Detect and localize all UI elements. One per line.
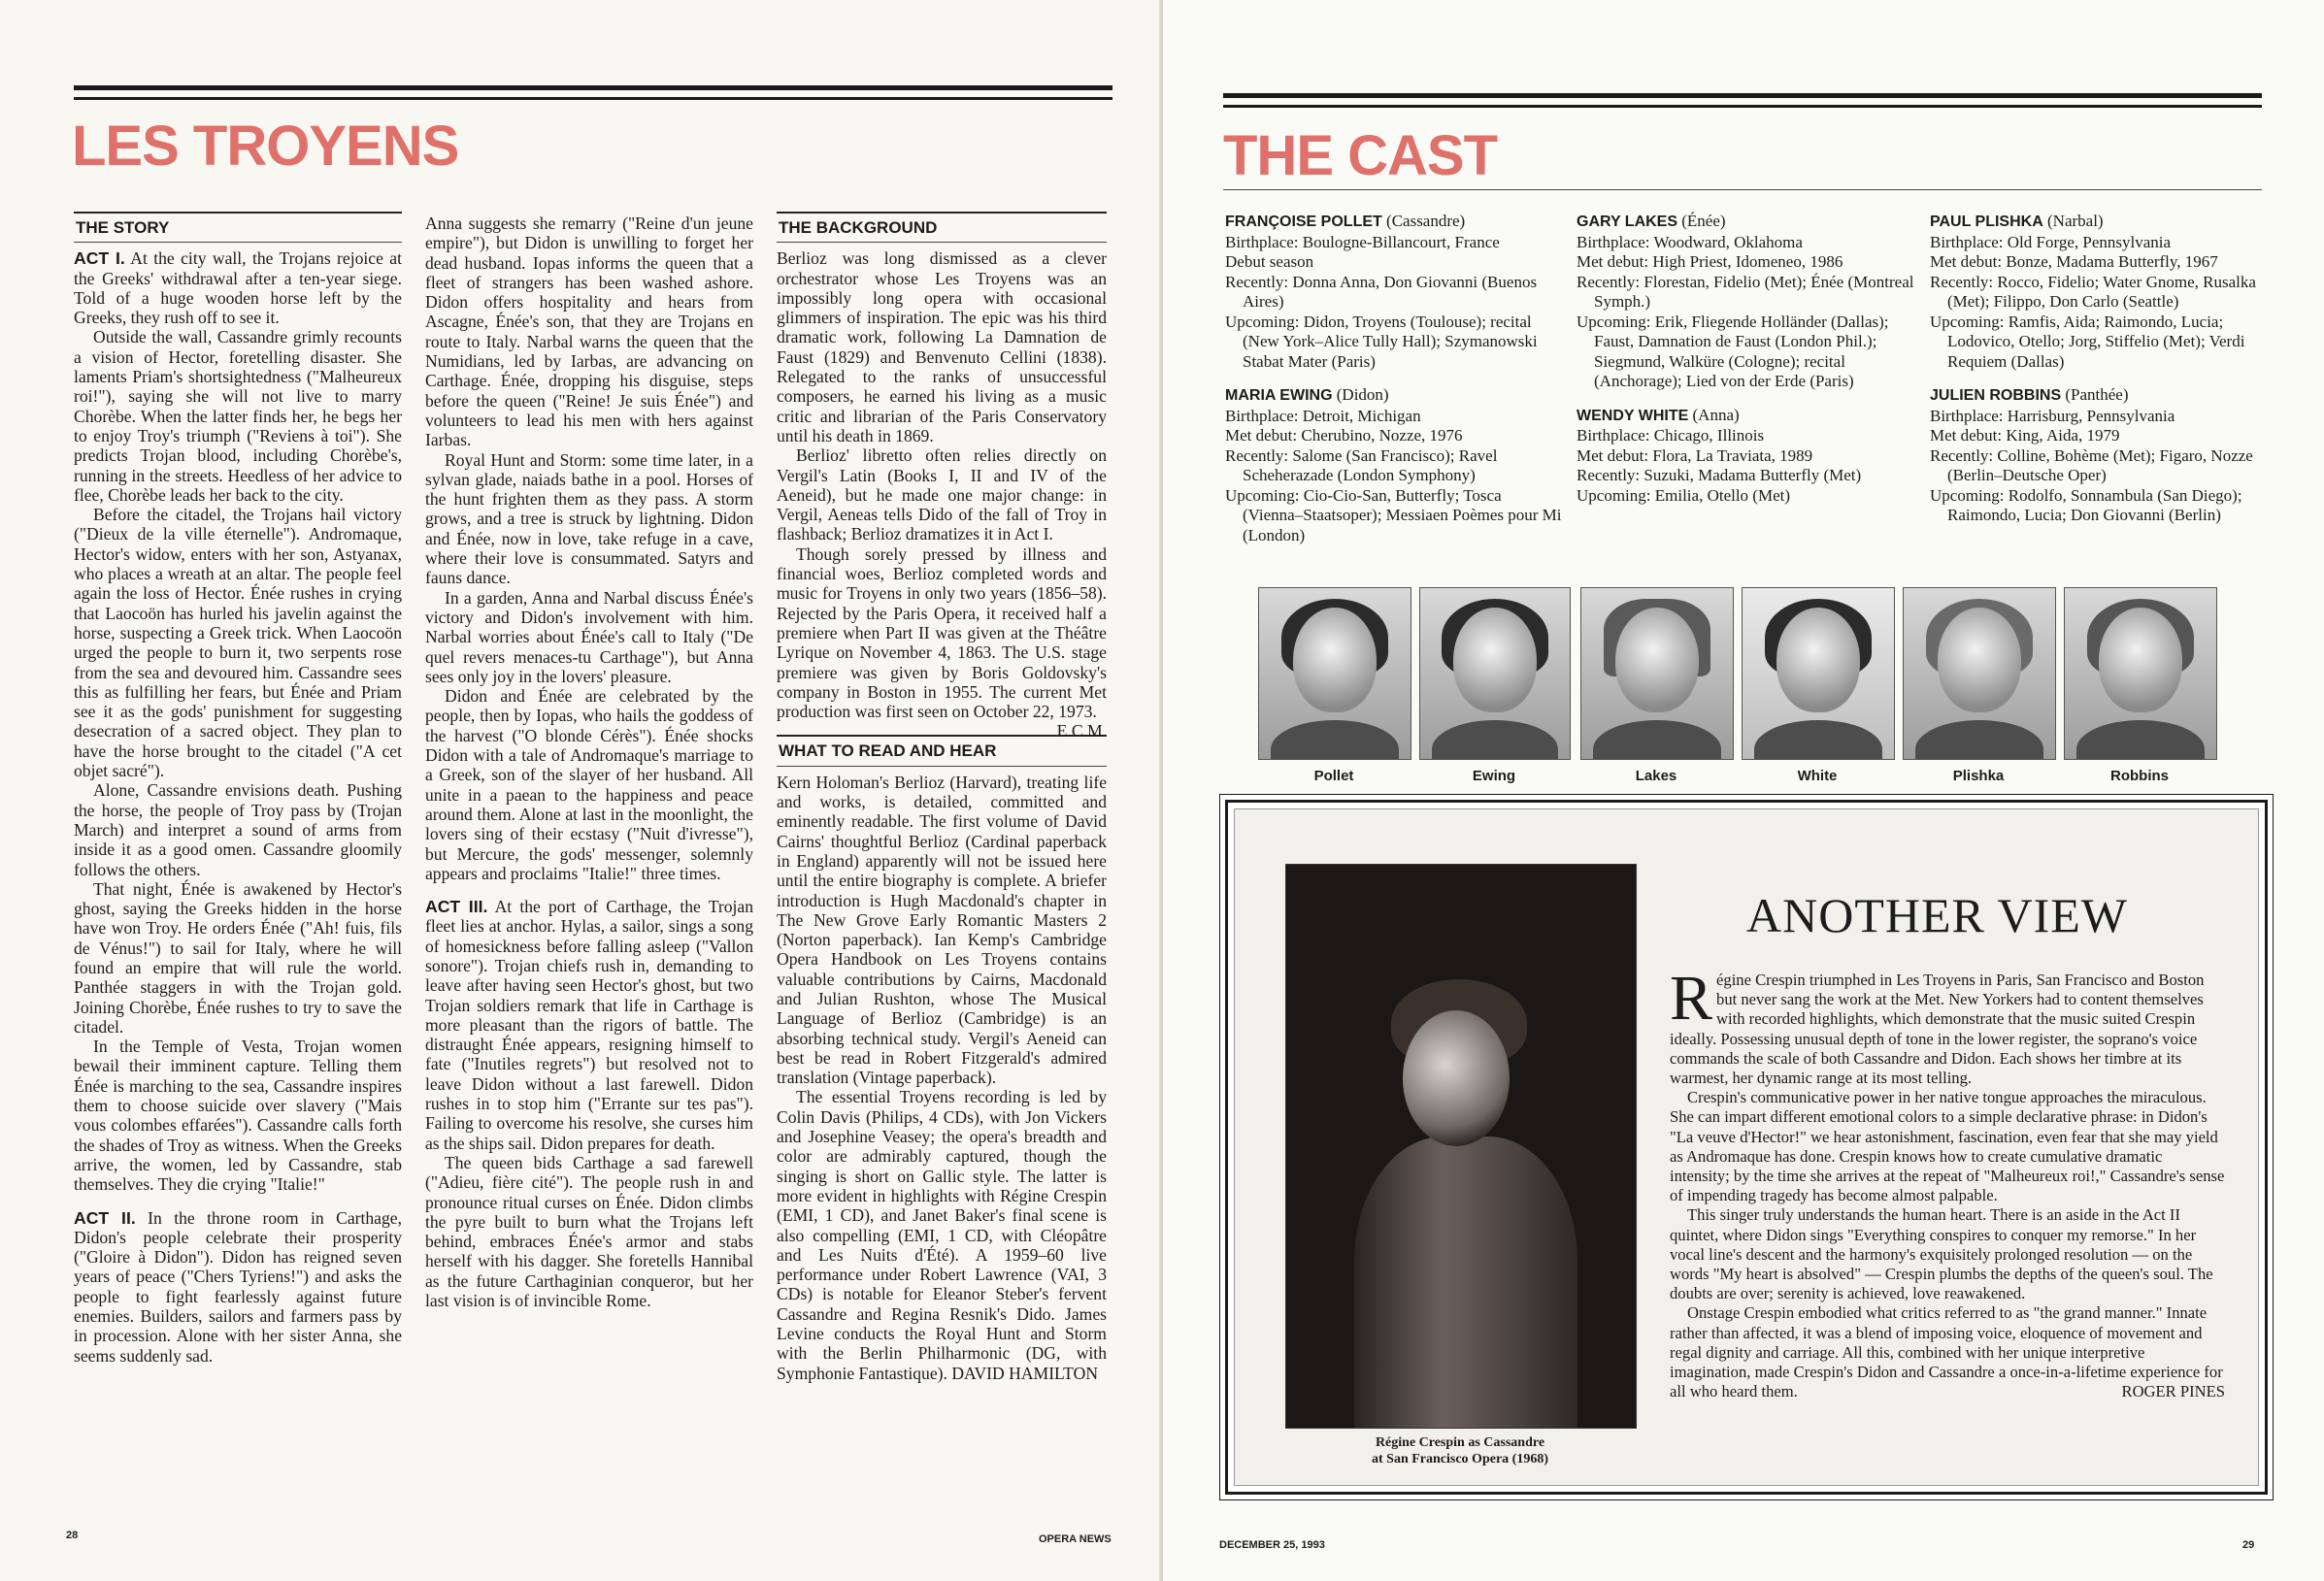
cast-line: Met debut: Bonze, Madama Butterfly, 1967: [1930, 252, 2218, 271]
photo-lakes: [1580, 587, 1734, 760]
photo-label: Pollet: [1313, 768, 1354, 784]
cast-role: (Panthée): [2061, 385, 2129, 404]
photo-pollet: [1258, 587, 1411, 760]
another-view-text: Onstage Crespin embodied what critics referred to as "the grand manner." Innate rather than affected, it was a blend of imposing voice, eloquence of movement and regal dignity and carriage. All this, combined with her unique interpretive imagination, made Crespin's Didon and Cassandre a once-in-a-lifetime experience for all who heard them.: [1670, 1303, 2223, 1401]
cast-line: Met debut: King, Aida, 1979: [1930, 426, 2120, 445]
cast-name: JULIEN ROBBINS: [1930, 387, 2062, 404]
act3-paragraph: [425, 897, 753, 1153]
photo-label: Robbins: [2110, 768, 2169, 784]
cast-name: MARIA EWING: [1225, 387, 1333, 404]
cast-line: Upcoming: Rodolfo, Sonnambula (San Diego); Raimondo, Lucia; Don Giovanni (Berlin): [1930, 485, 2242, 524]
cast-name: PAUL PLISHKA: [1930, 214, 2043, 230]
photo-white: [1742, 587, 1895, 760]
cast-line: Birthplace: Old Forge, Pennsylvania: [1930, 232, 2172, 251]
cast-entry-plishka: [1930, 212, 2270, 372]
cast-entry-robbins: [1930, 385, 2270, 526]
page-title: LES TROYENS: [72, 115, 459, 178]
another-view-paragraph: This singer truly understands the human heart. There is an aside in the Act II quintet, where Didon sings "Everything conspires to conquer my remorse." In her vocal line's descent and the harmony's exquisitely prolonged resolution — on the words "My heart is absolved" — Crespin plumbs the depths of the queen's soul. The doubts are over; serenity is achieved, love reawakened.: [1670, 1205, 2213, 1303]
read-hear-heading: WHAT TO READ AND HEAR: [777, 735, 1107, 766]
photo-label: Ewing: [1472, 768, 1516, 784]
signature: DAVID HAMILTON: [951, 1363, 1099, 1383]
act2-paragraph: [74, 1208, 402, 1366]
cast-entry-lakes: [1577, 212, 1916, 392]
cast-role: (Didon): [1332, 385, 1389, 404]
cast-column-3: [1930, 212, 2270, 540]
magazine-name: OPERA NEWS: [1039, 1533, 1112, 1545]
another-view-paragraph: [1670, 963, 2225, 1088]
background-paragraph: [777, 543, 1107, 741]
story-paragraph: Royal Hunt and Storm: some time later, in a sylvan glade, naiads bathe in a pool. Horses of the hunt frighten them as they pass. A storm grows, and a tree is struck by lightning. Didon and Énée, now in love, take refuge in a cave, where their love is consummated. Satyrs and fauns dance.: [425, 449, 753, 588]
page-title: THE CAST: [1223, 124, 1497, 187]
cast-line: Birthplace: Detroit, Michigan: [1225, 406, 1421, 425]
cast-line: Met debut: Flora, La Traviata, 1989: [1577, 445, 1813, 465]
act2-text: In the throne room in Carthage, Didon's people celebrate their prosperity ("Gloire à Didon"). Didon has reigned seven years of peace ("Chers Tyriens!") and asks the people to fight fearlessly against future enemies. Builders, sailors and farmers pass by in procession. Alone with her sister Anna, she seems suddenly sad.: [74, 1207, 402, 1366]
act3-text: At the port of Carthage, the Trojan fleet lies at anchor. Hylas, a sailor, sings a song of homesickness before falling asleep ("Vallon sonore"). Trojan chiefs rush in, demanding to leave after having seen Hector's ghost, but two Trojan soldiers remark that life in Carthage is more pleasant than the rigors of battle. The distraught Énée appears, resigning himself to fate ("Inutiles regrets") but resolved not to leave Didon without a last farewell. Didon rushes in to stop him ("Errante sur tes pas"). Failing to overcome his resolve, she curses him as the ships sail. Didon prepares for death.: [425, 897, 753, 1153]
top-rule: [1223, 93, 2262, 98]
cast-entry-pollet: [1225, 212, 1563, 372]
act1-paragraph: [74, 248, 402, 327]
left-page: [0, 0, 1161, 1581]
cast-line: Birthplace: Woodward, Oklahoma: [1577, 232, 1803, 251]
cast-line: Recently: Rocco, Fidelio; Water Gnome, Rusalka (Met); Filippo, Don Carlo (Seattle): [1930, 272, 2256, 311]
cast-line: Recently: Colline, Bohème (Met); Figaro, Nozze (Berlin–Deutsche Oper): [1930, 445, 2253, 484]
another-view-box: [1225, 800, 2268, 1495]
cast-role: (Cassandre): [1381, 212, 1466, 230]
signature: ROGER PINES: [2121, 1382, 2225, 1401]
story-paragraph: Outside the wall, Cassandre grimly recounts a vision of Hector, foretelling disaster. She laments Priam's shortsightedness ("Malheureux roi!"), saying she will not live to marry Chorèbe. When the latter finds her, he begs her to enjoy Troy's triumph ("Reviens à toi"). She predicts Trojan blood, including Chorèbe's, running in the streets. Heedless of her advice to flee, Chorèbe leads her back to the city.: [74, 327, 402, 505]
photo-robbins: [2064, 587, 2217, 760]
crespin-photo: [1285, 864, 1637, 1429]
story-paragraph: In the Temple of Vesta, Trojan women bewail their imminent capture. Telling them Énée is marching to the sea, Cassandre inspires them to choose suicide over slavery ("Mais vous colombes effarées"). Cassandre calls forth the shades of Troy as witness. When the Greeks arrive, the women, led by Cassandre, stab themselves. They die crying "Italie!": [74, 1037, 402, 1195]
cast-line: Debut season: [1225, 252, 1314, 271]
cast-line: Birthplace: Boulogne-Billancourt, France: [1225, 232, 1500, 251]
page-number: 28: [66, 1530, 79, 1541]
story-heading: THE STORY: [74, 212, 402, 243]
caption-line: at San Francisco Opera (1968): [1372, 1452, 1548, 1466]
background-column: [777, 212, 1107, 1383]
another-view-body: [1670, 963, 2225, 1401]
story-paragraph: That night, Énée is awakened by Hector's ghost, saying the Greeks hidden in the horse have won Troy. He orders Énée ("Ah! fuis, fils de Vénus!") to sail for Italy, where he will found an empire that will rule the world. Panthée staggers in with the Trojan gold. Joining Chorèbe, Énée rushes to try to save the citadel.: [74, 878, 402, 1037]
cast-line: Upcoming: Emilia, Otello (Met): [1577, 485, 1791, 505]
photo-caption: [1285, 1434, 1635, 1467]
cast-entry-ewing: [1225, 385, 1563, 545]
another-view-title: ANOTHER VIEW: [1746, 888, 2128, 942]
story-paragraph: Anna suggests she remarry ("Reine d'un jeune empire"), but Didon is unwilling to forget her dead husband. Iopas informs the queen that a fleet of strangers has been washed ashore. Didon offers hospitality and hears from Ascagne, Énée's son, that they are Trojans en route to Italy. Narbal warns the queen that the Numidians, led by Iarbas, are advancing on Carthage. Énée, dropping his disguise, steps before the queen ("Reine! Je suis Énée") and volunteers to lead his men with hers against Iarbas.: [425, 214, 753, 450]
cast-name: WENDY WHITE: [1577, 407, 1689, 424]
act2-label: ACT II.: [74, 1207, 136, 1228]
act1-text: At the city wall, the Trojans rejoice at the Greeks' withdrawal after a ten-year siege. Told of a huge wooden horse left by the Greeks, they rush off to see it.: [74, 248, 403, 328]
title-underline: [1223, 189, 2262, 190]
cast-line: Met debut: High Priest, Idomeneo, 1986: [1577, 252, 1843, 271]
another-view-text: égine Crespin triumphed in Les Troyens in Paris, San Francisco and Boston but never sang the work at the Met. New Yorkers had to content themselves with recorded highlights, which demonstrate that the music suited Crespin ideally. Possessing unusual depth of tone in the lower register, the soprano's voice commands the scale of both Cassandre and Didon. Each shows her timbre at its warmest, her dynamic range at its most telling.: [1670, 971, 2205, 1088]
background-text: Though sorely pressed by illness and financial woes, Berlioz completed words and music for Troyens in only two years (1856–58). Rejected by the Paris Opera, it received half a premiere when Part II was given at the Théâtre Lyrique on November 4, 1863. The U.S. stage premiere was given by Boris Goldovsky's company in Boston in 1955. The current Met production was first seen on October 22, 1973.: [777, 543, 1107, 722]
cast-column-2: [1577, 212, 1916, 519]
another-view-paragraph: [1670, 1303, 2225, 1401]
story-paragraph: Didon and Énée are celebrated by the people, then by Iopas, who hails the goddess of the harvest ("O blonde Cérès"). Énée shocks Didon with a tale of Andromaque's marriage to a Greek, son of the slayer of her husband. All unite in a paean to the happiness and peace around them. Alone at last in the moonlight, the lovers sing of their ecstasy ("Nuit d'ivresse"), but Mercure, the gods' messenger, solemnly appears and proclaims "Italie!" three times.: [425, 686, 753, 883]
background-paragraph: Berlioz was long dismissed as a clever orchestrator whose Les Troyens was an impossibly long opera with occasional glimmers of inspiration. The epic was his third dramatic work, following La Damnation de Faust (1829) and Benvenuto Cellini (1838). Relegated to the ranks of unsuccessful composers, he earned his living as a music critic and librarian of the Paris Conservatory until his death in 1869.: [777, 248, 1107, 445]
cast-line: Recently: Salome (San Francisco); Ravel Scheherazade (London Symphony): [1225, 445, 1498, 484]
photo-label: White: [1797, 768, 1838, 784]
story-paragraph: In a garden, Anna and Narbal discuss Énée's victory and Didon's involvement with him. Narbal worries about Énée's call to Italy ("De quel revers menaces-tu Carthage"), but Anna sees only joy in the lovers' pleasure.: [425, 587, 753, 686]
cast-line: Met debut: Cherubino, Nozze, 1976: [1225, 426, 1463, 445]
photo-label: Plishka: [1952, 768, 2005, 784]
cast-entry-white: [1577, 406, 1916, 507]
cast-line: Upcoming: Erik, Fliegende Holländer (Dallas); Faust, Damnation de Faust (London Phil.); Siegmund, Walküre (Cologne); recital (Anchorage); Lied von der Erde (Paris): [1577, 312, 1889, 390]
story-column-2: [425, 214, 753, 1310]
act1-label: ACT I.: [74, 248, 125, 269]
cast-role: (Narbal): [2042, 212, 2104, 230]
cast-line: Recently: Suzuki, Madama Butterfly (Met): [1577, 466, 1862, 484]
photo-plishka: [1903, 587, 2056, 760]
caption-line: Régine Crespin as Cassandre: [1375, 1435, 1545, 1450]
issue-date: DECEMBER 25, 1993: [1219, 1539, 1325, 1551]
cast-line: Recently: Florestan, Fidelio (Met); Énée (Montreal Symph.): [1577, 272, 1914, 311]
cast-column-1: [1225, 212, 1563, 559]
top-rule: [74, 85, 1112, 90]
cast-line: Upcoming: Didon, Troyens (Toulouse); recital (New York–Alice Tully Hall); Szymanowski Stabat Mater (Paris): [1225, 312, 1538, 371]
photo-ewing: [1419, 587, 1571, 760]
another-view-inner: [1234, 808, 2259, 1486]
story-paragraph: The queen bids Carthage a sad farewell ("Adieu, fière cité"). The people rush in and pronounce ritual curses on Énée. Didon climbs the pyre built to burn what the Trojans left behind, embraces Énée's armor and stabs herself with his dagger. She foretells Hannibal as the future Carthaginian conqueror, but her last vision is of invincible Rome.: [425, 1152, 753, 1311]
cast-line: Birthplace: Chicago, Illinois: [1577, 426, 1765, 445]
background-heading: THE BACKGROUND: [777, 212, 1107, 243]
page-number: 29: [2242, 1539, 2255, 1551]
signature: E.C.M.: [1056, 721, 1107, 741]
cast-role: (Anna): [1688, 405, 1740, 424]
background-paragraph: Berlioz' libretto often relies directly on Vergil's Latin (Books I, II and IV of the Aeneid), but he made one major change: in Vergil, Aeneas tells Dido of the fall of Troy in flashback; Berlioz dramatizes it in Act I.: [777, 445, 1107, 544]
drop-cap: R: [1670, 963, 1713, 1034]
read-text: The essential Troyens recording is led by Colin Davis (Philips, 4 CDs), with Jon Vickers and Josephine Veasey; the opera's breadth and color are admirably captured, though the singing is short on Gallic style. The latter is more evident in highlights with Régine Crespin (EMI, 1 CD), and Janet Baker's final scene is also compelling (EMI, 1 CD, with Cléopâtre and Les Nuits d'Été). A 1959–60 live performance under Robert Lawrence (VAI, 3 CDs) is notable for Eleanor Steber's fervent Cassandre and Regina Resnik's Dido. James Levine conducts the Royal Hunt and Storm with the Berlin Philharmonic (DG, with Symphonie Fantastique).: [777, 1087, 1107, 1383]
cast-line: Recently: Donna Anna, Don Giovanni (Buenos Aires): [1225, 272, 1538, 311]
photo-label: Lakes: [1635, 768, 1677, 784]
cast-name: FRANÇOISE POLLET: [1225, 214, 1382, 230]
cast-line: Birthplace: Harrisburg, Pennsylvania: [1930, 406, 2175, 425]
cast-line: Upcoming: Cio-Cio-San, Butterfly; Tosca (Vienna–Staatsoper); Messiaen Poèmes pour Mi (London): [1225, 485, 1562, 544]
cast-name: GARY LAKES: [1577, 214, 1678, 230]
story-paragraph: Before the citadel, the Trojans hail victory ("Dieux de la ville éternelle"). Andromaque, Hector's widow, enters with her son, Astyanax, who places a wreath at an altar. The people feel again the loss of Hector. Énée rushes in crying that Laocoön has hurled his javelin against the horse, suspecting a Greek trick. When Laocoön urged the people to burn it, two serpents rose from the sea and devoured him. Cassandre sees this as fulfilling her fears, but Énée and Priam see it as the gods' punishment for suggesting desecration of a sacred object. They plan to have the horse brought to the citadel ("A cet objet sacré").: [74, 505, 402, 781]
story-column-1: [74, 212, 402, 1366]
cast-line: Upcoming: Ramfis, Aida; Raimondo, Lucia; Lodovico, Otello; Jorg, Stiffelio (Met); Verdi Requiem (Dallas): [1930, 312, 2245, 371]
story-paragraph: Alone, Cassandre envisions death. Pushing the horse, the people of Troy pass by (Trojan March) and interpret a sound of arms from inside it as a good omen. Cassandre gloomily follows the others.: [74, 780, 402, 879]
read-paragraph: Kern Holoman's Berlioz (Harvard), treating life and works, is detailed, committed and eminently readable. The first volume of David Cairns' thoughtful Berlioz (Cardinal paperback in England) apparently will not be issued here until the entire biography is complete. A briefer introduction is Hugh Macdonald's chapter in The New Grove Early Romantic Masters 2 (Norton paperback). Ian Kemp's Cambridge Opera Handbook on Les Troyens contains valuable contributions by Cairns, Macdonald and Julian Rushton, whose The Musical Language of Berlioz (Cambridge) is an absorbing technical study. Vergil's Aeneid can best be read in Robert Fitzgerald's admired translation (Vintage paperback).: [777, 772, 1107, 1088]
read-paragraph: [777, 1087, 1107, 1382]
top-rule-thin: [1223, 105, 2262, 108]
top-rule-thin: [74, 97, 1112, 100]
act3-label: ACT III.: [425, 897, 488, 917]
another-view-paragraph: Crespin's communicative power in her native tongue approaches the miraculous. She can impart different emotional colors to a simple declarative phrase: in Didon's "La veuve d'Hector!" we hear astonishment, fascination, even fear that she may yield as Andromaque has done. Crespin knows how to create cumulative dramatic intensity; by the time she arrives at the repeat of "Malheureux roi!," Cassandre's sense of impending tragedy has become almost palpable.: [1670, 1088, 2225, 1205]
cast-role: (Énée): [1677, 212, 1726, 230]
